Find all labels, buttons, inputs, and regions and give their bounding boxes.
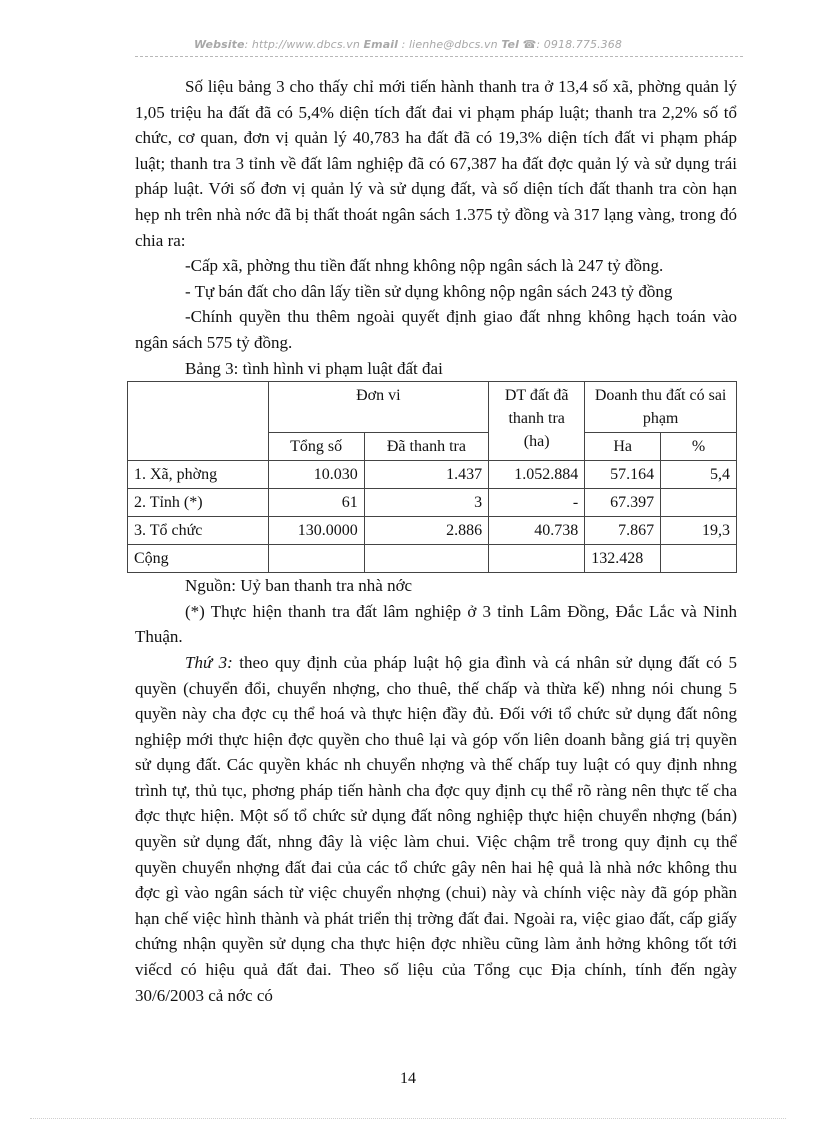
tel-label: Tel [501,38,519,51]
cell-dt: 1.052.884 [489,461,585,489]
cell-ha: 67.397 [585,489,661,517]
header-da-thanh-tra: Đã thanh tra [364,433,488,461]
cell-tong: 10.030 [268,461,364,489]
header-dt-dat-unit: (ha) [523,433,550,451]
cell-ha: 57.164 [585,461,661,489]
header-tong-so: Tổng số [268,433,364,461]
paragraph-3: - Tự bán đất cho dân lấy tiền sử dụng không nộp ngân sách 243 tỷ đồng [185,281,673,301]
cell-dt [489,545,585,573]
footer-divider [30,1118,786,1119]
cell-tong: 130.0000 [268,517,364,545]
cell-da [364,545,488,573]
cell-ha: 132.428 [585,545,661,573]
cell-name: 2. Tỉnh (*) [128,489,269,517]
website-label: Website [194,38,245,51]
header-dt-dat-label: DT đất đã thanh tra [504,387,569,428]
email-value: : lienhe@dbcs.vn [401,38,498,51]
cell-pct [661,545,737,573]
cell-da: 2.886 [364,517,488,545]
paragraph-4: -Chính quyền thu thêm ngoài quyết định giao đất nhng không hạch toán vào ngân sách 575 tỷ đồng. [135,307,737,352]
website-value: : http://www.dbcs.vn [244,38,360,51]
cell-name: 3. Tổ chức [128,517,269,545]
cell-pct: 5,4 [661,461,737,489]
header-dt-dat [489,382,585,461]
table-row [128,517,737,545]
header-empty-cell [128,382,269,461]
header-divider [135,56,743,57]
header-ha: Ha [585,433,661,461]
tel-value: ☎: 0918.775.368 [522,38,622,51]
page-number: 14 [400,1070,416,1087]
source-note: Nguồn: Uỷ ban thanh tra nhà nớc [185,576,413,596]
table-header-row [128,382,737,433]
cell-da: 3 [364,489,488,517]
cell-tong [268,545,364,573]
cell-dt: 40.738 [489,517,585,545]
paragraph-thu-3 [135,650,737,1008]
footnote: (*) Thực hiện thanh tra đất lâm nghiệp ở 3 tỉnh Lâm Đồng, Đắc Lắc và Ninh Thuận. [135,601,737,647]
table-total-row [128,545,737,573]
cell-name: Cộng [128,545,269,573]
paragraph-2: -Cấp xã, phờng thu tiền đất nhng không nộp ngân sách là 247 tỷ đồng. [185,256,664,276]
cell-pct [661,489,737,517]
table-caption: Bảng 3: tình hình vi phạm luật đất đai [185,358,443,378]
cell-dt: - [489,489,585,517]
header-pct: % [661,433,737,461]
header-doanh-thu: Doanh thu đất có sai phạm [585,382,737,433]
header-don-vi: Đơn vi [268,382,489,433]
violations-table [127,381,737,573]
cell-tong: 61 [268,489,364,517]
paragraph-thu-3-text: theo quy định của pháp luật hộ gia đình và cá nhân sử dụng đất có 5 quyền (chuyển đổi, chuyển nhợng, cho thuê, thế chấp và thừa kế) nhng nói chung 5 quyền này cha đợc cụ thể hoá và thực hiện đầy đủ. Đối với tổ chức sử dụng đất nông nghiệp mới thực hiện đợc quyền cho thuê lại và góp vốn liên doanh bằng giá trị quyền sử dụng đất. Các quyền khác nh chuyển nhợng và thế chấp tuy luật có quy định nhng trình tự, thủ tục, phơng pháp tiến hành cha đợc quy định cụ thể rõ ràng nên thực tế cha đợc thực hiện. Một số tổ chức sử dụng đất nông nghiệp thực hiện chuyển nhợng (bán) quyền sử dụng đất, nhng đây là việc làm chui. Việc chậm trễ trong quy định cụ thể quyền chuyển nhợng đất đai của các tổ chức gây nên hai hệ quả là nhà nớc không thu đợc gì vào ngân sách từ việc chuyển nhợng (chui) này và chính việc này đã góp phần hạn chế việc hình thành và phát triển thị trờng đất đai. Ngoài ra, việc giao đất, cấp giấy chứng nhận quyền sử dụng cha thực hiện đợc nhiều cũng làm ảnh hởng không tốt tới viếcd có hiệu quả đất đai. Theo số liệu của Tổng cục Địa chính, tính đến ngày 30/6/2003 cả nớc có [135,652,737,1005]
page-header [0,38,816,51]
table-row [128,461,737,489]
paragraph-lead: Thứ 3: [185,652,233,672]
cell-pct: 19,3 [661,517,737,545]
email-label: Email [363,38,398,51]
cell-ha: 7.867 [585,517,661,545]
document-body [135,74,737,1008]
table-row [128,489,737,517]
paragraph-1: Số liệu bảng 3 cho thấy chỉ mới tiến hành thanh tra ở 13,4 số xã, phờng quản lý 1,05 triệu ha đất đã có 5,4% diện tích đất đai vi phạm pháp luật; thanh tra 2,2% số tổ chức, cơ quan, đơn vị quản lý 40,783 ha đất đã có 19,3% diện tích đất vi phạm pháp luật; thanh tra 3 tỉnh về đất lâm nghiệp đã có 67,387 ha đất đợc quản lý và sử dụng trái pháp luật. Với số đơn vị quản lý và sử dụng đất, và số diện tích đất thanh tra còn hạn hẹp nh trên nhà nớc đã bị thất thoát ngân sách 1.375 tỷ đồng và 317 lạng vàng, trong đó chia ra: [135,77,737,250]
cell-name: 1. Xã, phờng [128,461,269,489]
cell-da: 1.437 [364,461,488,489]
